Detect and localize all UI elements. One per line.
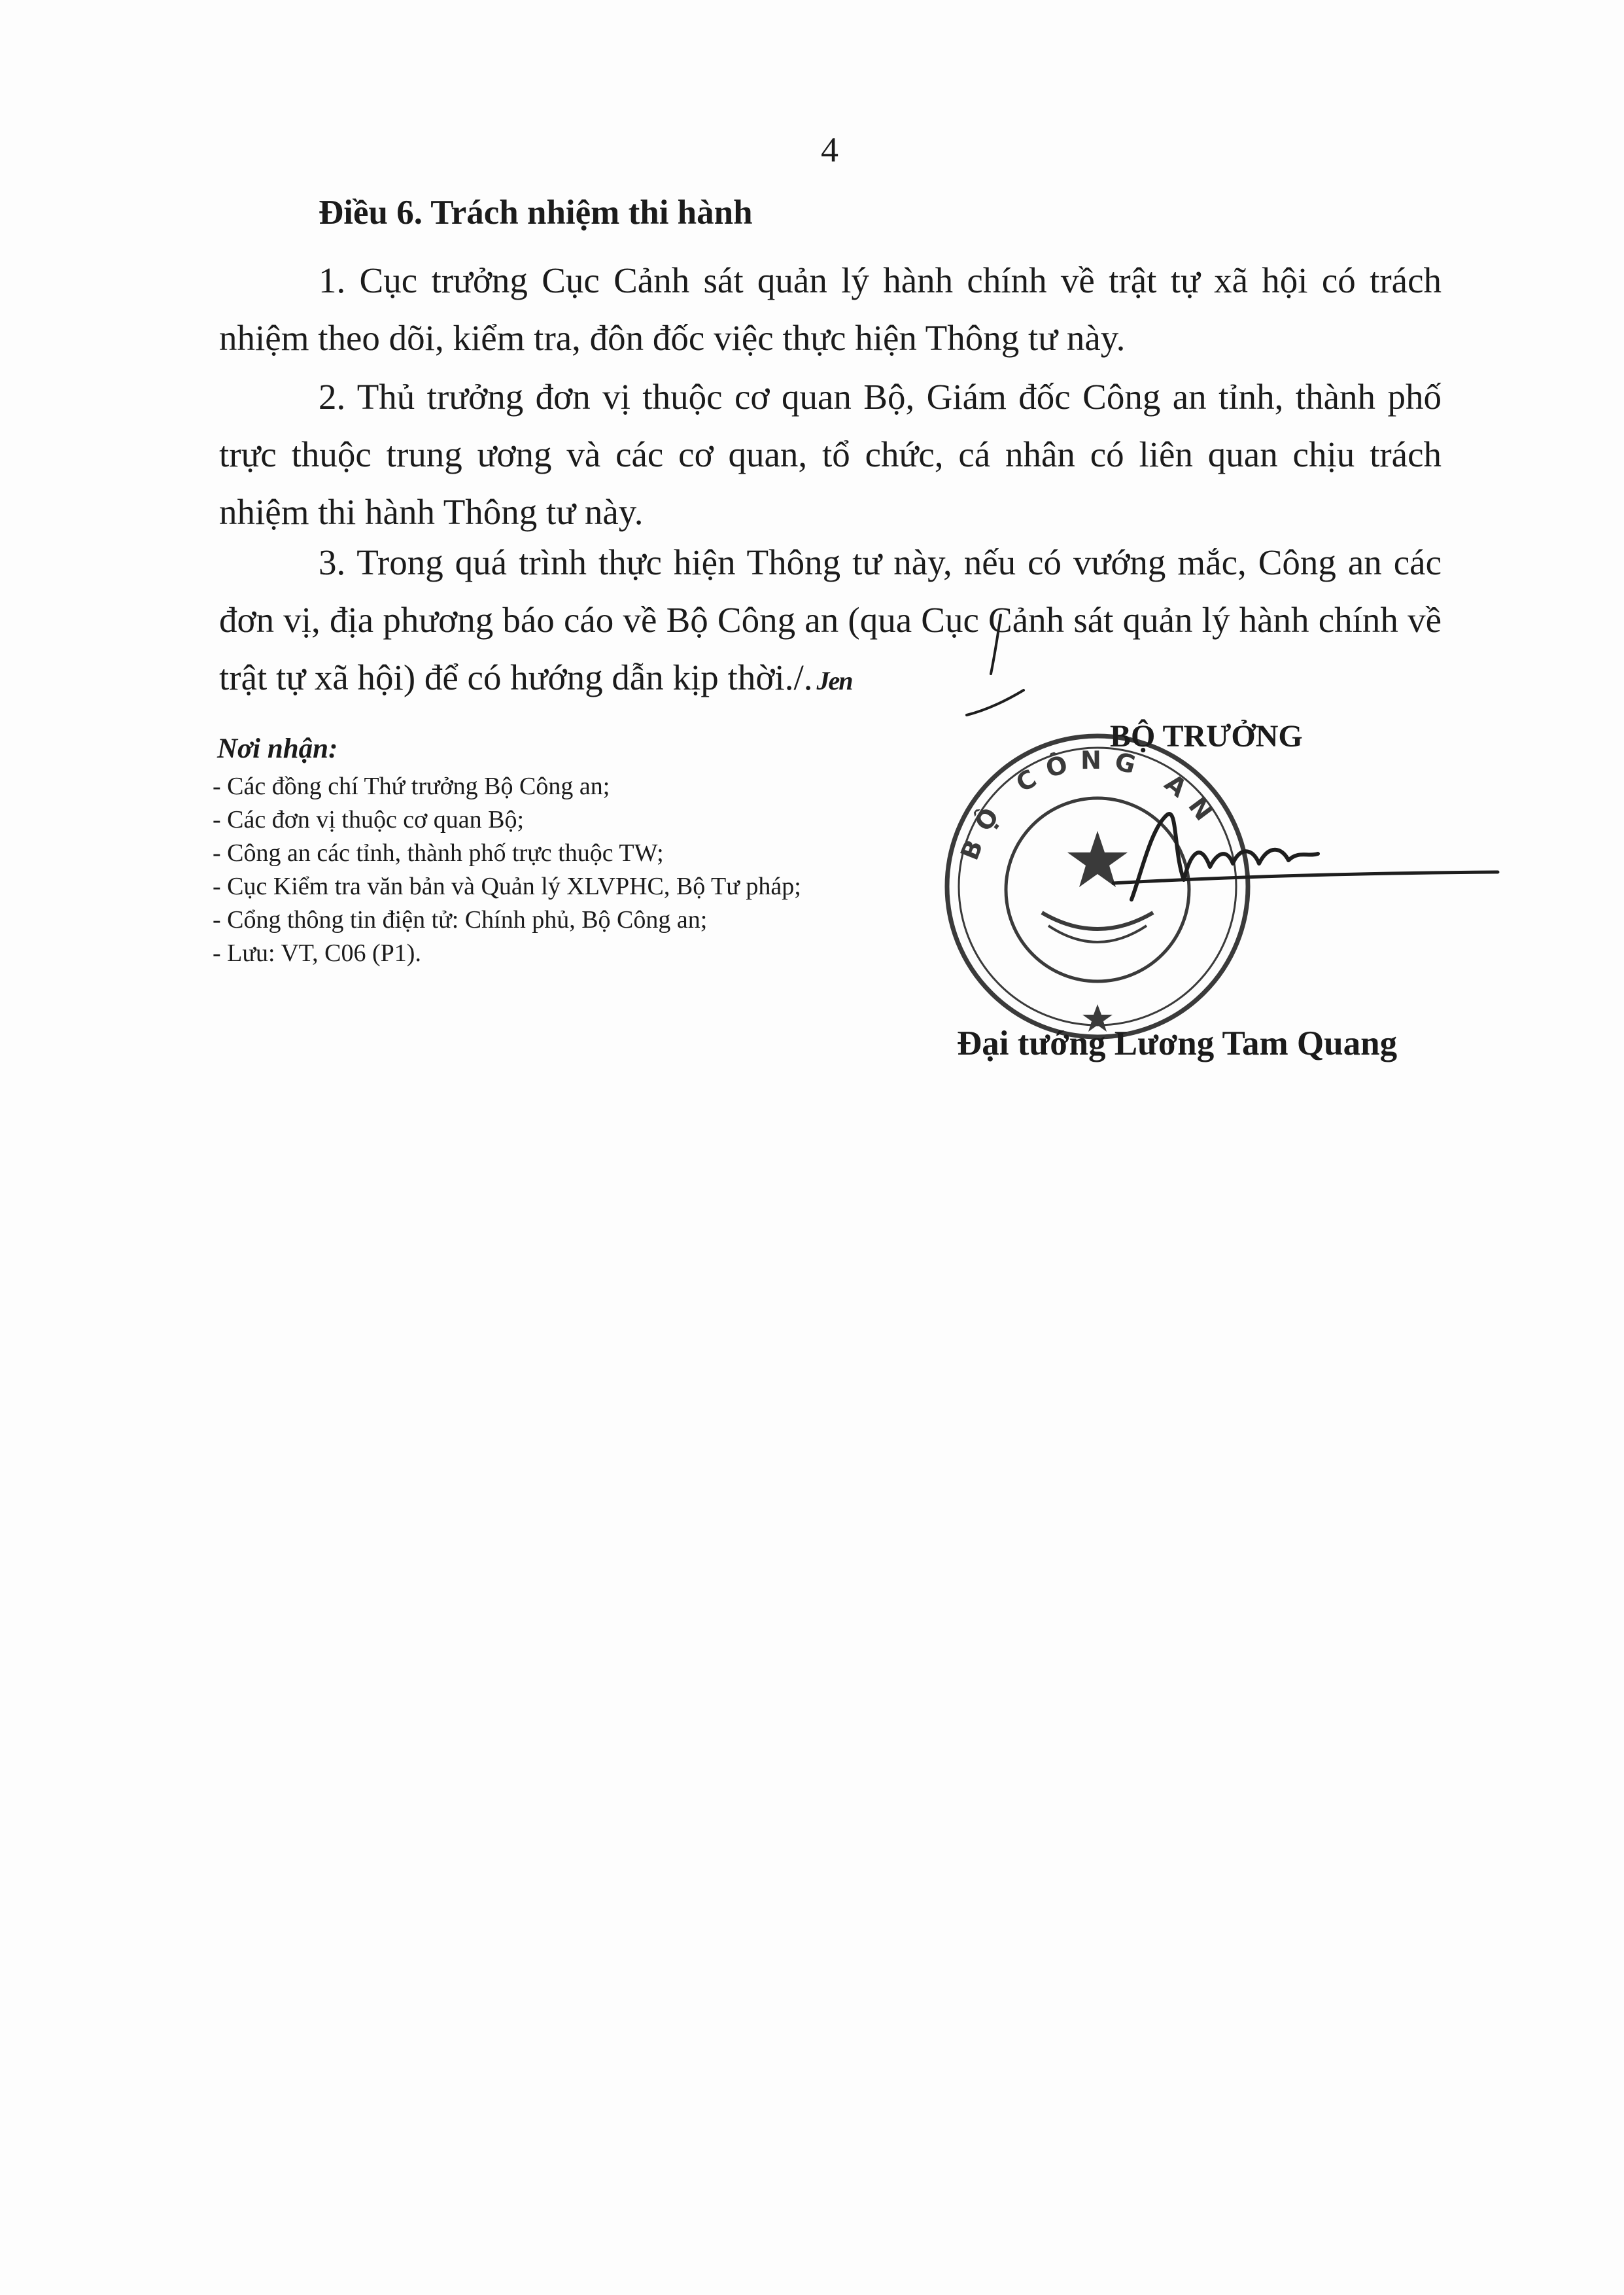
- paragraph-3-text: 3. Trong quá trình thực hiện Thông tư này, nếu có vướng mắc, Công an các đơn vị, địa phương báo cáo về Bộ Công an (qua Cục Cảnh sát quản lý hành chính về trật tự xã hội) để có hướng dẫn kịp thời./.: [219, 542, 1442, 697]
- recipient-item: - Các đơn vị thuộc cơ quan Bộ;: [213, 806, 525, 833]
- paragraph-3: [219, 534, 1442, 710]
- recipients-block: [213, 733, 801, 970]
- page-number: 4: [821, 130, 838, 169]
- initial-stroke-icon: [961, 612, 1040, 716]
- recipient-item: - Cục Kiểm tra văn bản và Quản lý XLVPHC, Bộ Tư pháp;: [213, 873, 801, 900]
- signature-icon: [1112, 801, 1504, 919]
- signer-title: BỘ TRƯỞNG: [1110, 719, 1303, 754]
- recipient-item: - Lưu: VT, C06 (P1).: [213, 939, 421, 967]
- paragraph-1: 1. Cục trưởng Cục Cảnh sát quản lý hành chính về trật tự xã hội có trách nhiệm theo dõi, kiểm tra, đôn đốc việc thực hiện Thông tư này.: [219, 260, 1442, 358]
- signer-name: Đại tướng Lương Tam Quang: [957, 1025, 1398, 1062]
- article-title: Điều 6. Trách nhiệm thi hành: [319, 194, 753, 232]
- recipient-item: - Công an các tỉnh, thành phố trực thuộc TW;: [213, 839, 664, 867]
- paragraph-2: 2. Thủ trưởng đơn vị thuộc cơ quan Bộ, Giám đốc Công an tỉnh, thành phố trực thuộc trung ương và các cơ quan, tổ chức, cá nhân có liên quan chịu trách nhiệm thi hành Thông tư này.: [219, 377, 1442, 532]
- recipients-title: Nơi nhận:: [217, 733, 338, 764]
- svg-text:BỘ CÔNG AN: BỘ CÔNG AN: [955, 745, 1226, 864]
- recipient-item: - Cổng thông tin điện tử: Chính phủ, Bộ Công an;: [213, 906, 708, 934]
- initial-mark: Jen: [816, 666, 852, 695]
- recipient-item: - Các đồng chí Thứ trưởng Bộ Công an;: [213, 773, 610, 800]
